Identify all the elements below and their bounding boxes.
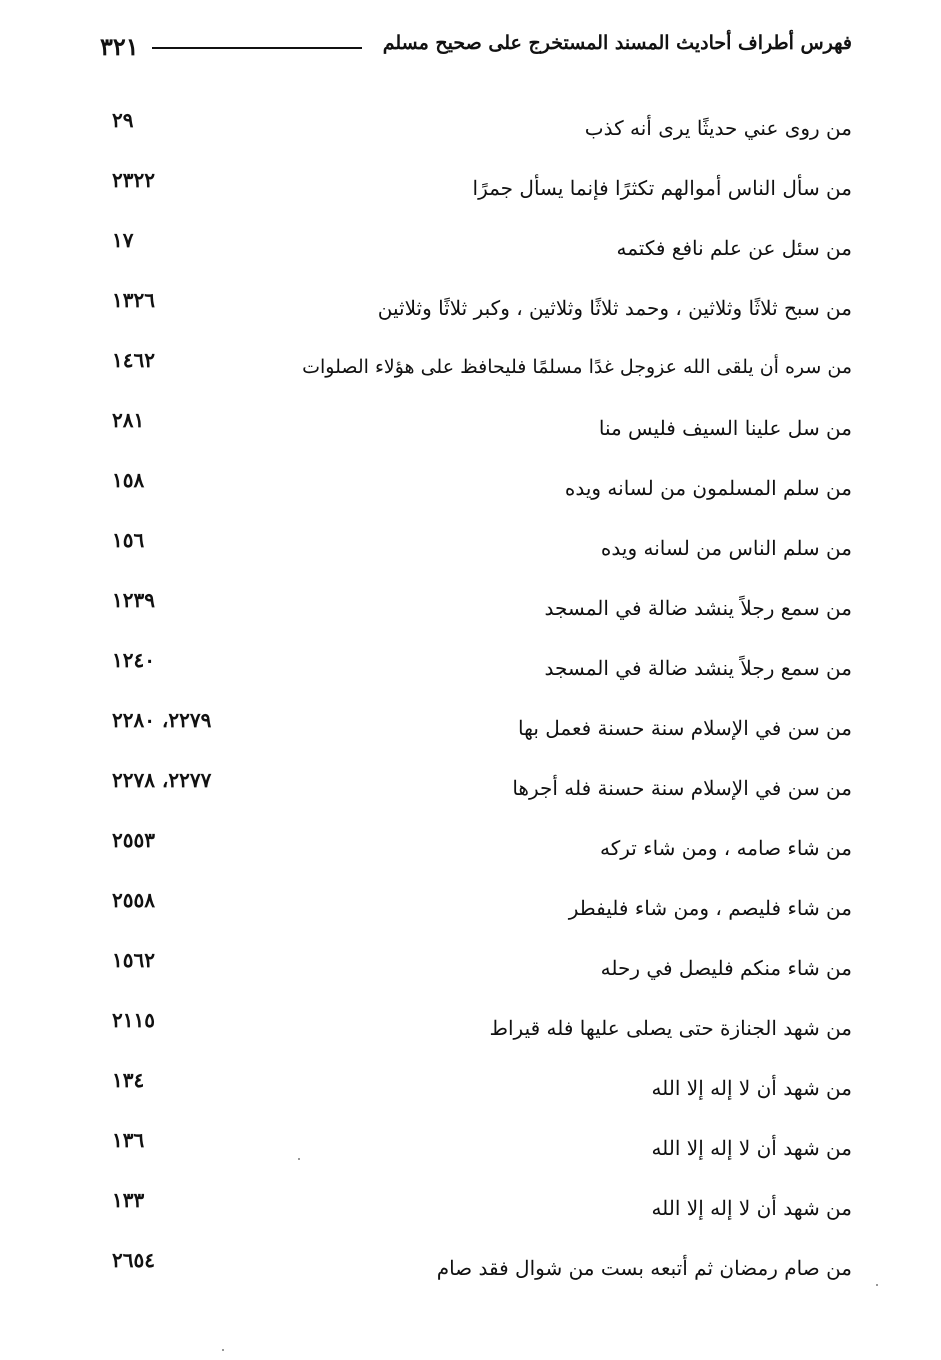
hadith-reference: ٢٨١: [112, 408, 145, 432]
hadith-reference: ٢٥٥٣: [112, 828, 155, 852]
index-entry: [100, 528, 852, 576]
hadith-incipit: من سئل عن علم نافع فكتمه: [616, 236, 852, 260]
index-entry: [100, 1188, 852, 1236]
index-entry: [100, 588, 852, 636]
hadith-incipit: من شاء صامه ، ومن شاء تركه: [599, 836, 852, 860]
hadith-incipit: من سلم المسلمون من لسانه ويده: [564, 476, 852, 500]
hadith-incipit: من سمع رجلاً ينشد ضالة في المسجد: [544, 656, 852, 680]
index-entry: [100, 1068, 852, 1116]
hadith-incipit: من شهد أن لا إله إلا الله: [651, 1076, 852, 1100]
hadith-reference: ١٣٦: [112, 1128, 145, 1152]
hadith-incipit: من شهد الجنازة حتى يصلى عليها فله قيراط: [489, 1016, 852, 1040]
hadith-incipit: من شهد أن لا إله إلا الله: [651, 1136, 852, 1160]
hadith-reference: ١٣٤: [112, 1068, 145, 1092]
index-entry: [100, 768, 852, 816]
hadith-reference: ٢٥٥٨: [112, 888, 155, 912]
index-entry: [100, 288, 852, 336]
index-entry: [100, 228, 852, 276]
scan-speck: [298, 1158, 300, 1160]
hadith-reference: ١٥٦: [112, 528, 145, 552]
page-number: ٣٢١: [100, 32, 139, 61]
scan-speck: [876, 1284, 878, 1286]
index-entry: [100, 828, 852, 876]
hadith-incipit: من شاء فليصم ، ومن شاء فليفطر: [568, 896, 852, 920]
hadith-reference: ١٢٣٩: [112, 588, 155, 612]
hadith-reference: ١٣٣: [112, 1188, 145, 1212]
hadith-incipit: من سره أن يلقى الله عزوجل غدًا مسلمًا فليحافظ على هؤلاء الصلوات: [302, 356, 852, 378]
hadith-reference: ٢٢٧٩، ٢٢٨٠: [112, 708, 212, 732]
index-entry: [100, 468, 852, 516]
hadith-incipit: من سمع رجلاً ينشد ضالة في المسجد: [544, 596, 852, 620]
hadith-reference: ١٥٦٢: [112, 948, 155, 972]
hadith-incipit: من سلم الناس من لسانه ويده: [600, 536, 852, 560]
index-entry: [100, 408, 852, 456]
index-entry: [100, 648, 852, 696]
hadith-reference: ٢١١٥: [112, 1008, 155, 1032]
hadith-reference: ٢٦٥٤: [112, 1248, 155, 1272]
index-entry: [100, 348, 852, 396]
hadith-reference: ١٧: [112, 228, 134, 252]
index-entry: [100, 1128, 852, 1176]
index-entry: [100, 168, 852, 216]
hadith-incipit: من صام رمضان ثم أتبعه بست من شوال فقد صام: [436, 1256, 852, 1280]
hadith-reference: ١٥٨: [112, 468, 145, 492]
hadith-reference: ٢٢٧٧، ٢٢٧٨: [112, 768, 212, 792]
scan-speck: [222, 1349, 224, 1351]
hadith-incipit: من شهد أن لا إله إلا الله: [651, 1196, 852, 1220]
hadith-reference: ٢٩: [112, 108, 134, 132]
hadith-incipit: من روى عني حديثًا يرى أنه كذب: [584, 116, 852, 140]
index-entry: [100, 888, 852, 936]
hadith-reference: ٢٣٢٢: [112, 168, 155, 192]
page-header: [100, 28, 852, 68]
index-entry: [100, 1008, 852, 1056]
page-title: فهرس أطراف أحاديث المسند المستخرج على صحيح مسلم: [382, 32, 852, 54]
index-entry: [100, 708, 852, 756]
index-entry: [100, 108, 852, 156]
hadith-incipit: من سل علينا السيف فليس منا: [598, 416, 852, 440]
hadith-incipit: من سن في الإسلام سنة حسنة فله أجرها: [512, 776, 852, 800]
hadith-incipit: من سبح ثلاثًا وثلاثين ، وحمد ثلاثًا وثلاثين ، وكبر ثلاثًا وثلاثين: [377, 296, 852, 320]
header-rule: [152, 47, 362, 49]
index-entry: [100, 1248, 852, 1296]
hadith-incipit: من سن في الإسلام سنة حسنة فعمل بها: [518, 716, 852, 740]
index-entry: [100, 948, 852, 996]
hadith-reference: ١٣٢٦: [112, 288, 155, 312]
hadith-reference: ١٤٦٢: [112, 348, 155, 372]
hadith-incipit: من سأل الناس أموالهم تكثرًا فإنما يسأل جمرًا: [472, 176, 852, 200]
hadith-reference: ١٢٤٠: [112, 648, 155, 672]
hadith-incipit: من شاء منكم فليصل في رحله: [600, 956, 852, 980]
